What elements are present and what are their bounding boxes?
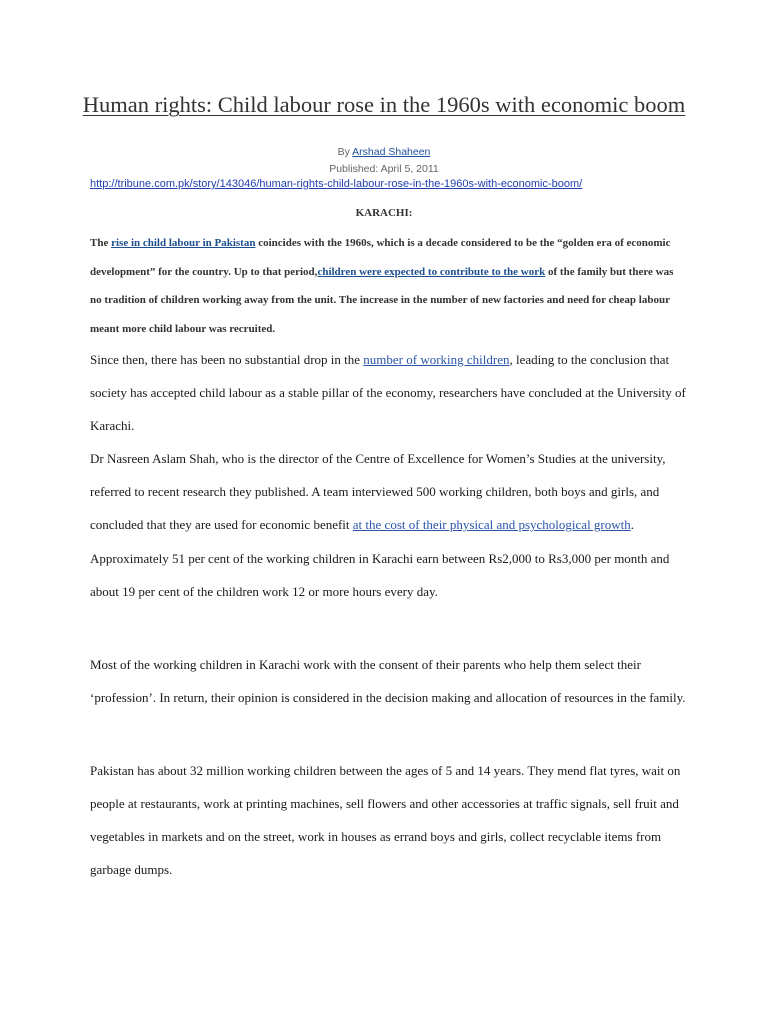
byline: By Arshad Shaheen bbox=[337, 146, 431, 158]
paragraph-2: Since then, there has been no substantial drop in the number of working children, leading to the conclusion that society has accepted child labour as a stable pillar of the economy, researchers have concluded at the University of Karachi. bbox=[90, 352, 686, 434]
children-contribute-link[interactable]: children were expected to contribute to the work bbox=[317, 265, 546, 278]
lead-paragraph: The rise in child labour in Pakistan coincides with the 1960s, which is a decade considered to be the “golden era of economic development” for the country. Up to that period,children were expected to contribute to the work of the family but there was no tradition of children working away from the unit. The increase in the number of new factories and need for cheap labour meant more child labour was recruited. bbox=[90, 237, 674, 336]
paragraph-5: Pakistan has about 32 million working children between the ages of 5 and 14 years. They mend flat tyres, wait on people at restaurants, work at printing machines, sell flowers and other accessories at traffic signals, sell fruit and vegetables in markets and on the street, work in houses as errand boys and girls, collect recyclable items from garbage dumps. bbox=[90, 763, 681, 878]
cost-of-growth-link[interactable]: at the cost of their physical and psychological growth bbox=[352, 517, 631, 533]
source-url-link[interactable]: http://tribune.com.pk/story/143046/human-rights-child-labour-rose-in-the-1960s-with-economic-boom/ bbox=[90, 178, 583, 190]
author-link[interactable]: Arshad Shaheen bbox=[352, 146, 431, 158]
rise-in-child-labour-link[interactable]: rise in child labour in Pakistan bbox=[111, 237, 256, 249]
paragraph-3: Dr Nasreen Aslam Shah, who is the director of the Centre of Excellence for Women’s Studies at the university, referred to recent research they published. A team interviewed 500 working children, both boys and girls, and concluded that they are used for economic benefit at the cost of their physical and psychological growth. Approximately 51 per cent of the working children in Karachi earn between Rs2,000 to Rs3,000 per month and about 19 per cent of the children work 12 or more hours every day. bbox=[90, 451, 670, 599]
dateline: KARACHI: bbox=[355, 207, 413, 219]
article-title: Human rights: Child labour rose in the 1960s with economic boom bbox=[82, 92, 686, 117]
published-date: Published: April 5, 2011 bbox=[329, 163, 439, 175]
working-children-link[interactable]: number of working children bbox=[363, 352, 510, 367]
article-body bbox=[90, 343, 690, 608]
paragraph-4: Most of the working children in Karachi work with the consent of their parents who help them select their ‘profession’. In return, their opinion is considered in the decision making and allocation of resources in the family. bbox=[90, 657, 686, 706]
